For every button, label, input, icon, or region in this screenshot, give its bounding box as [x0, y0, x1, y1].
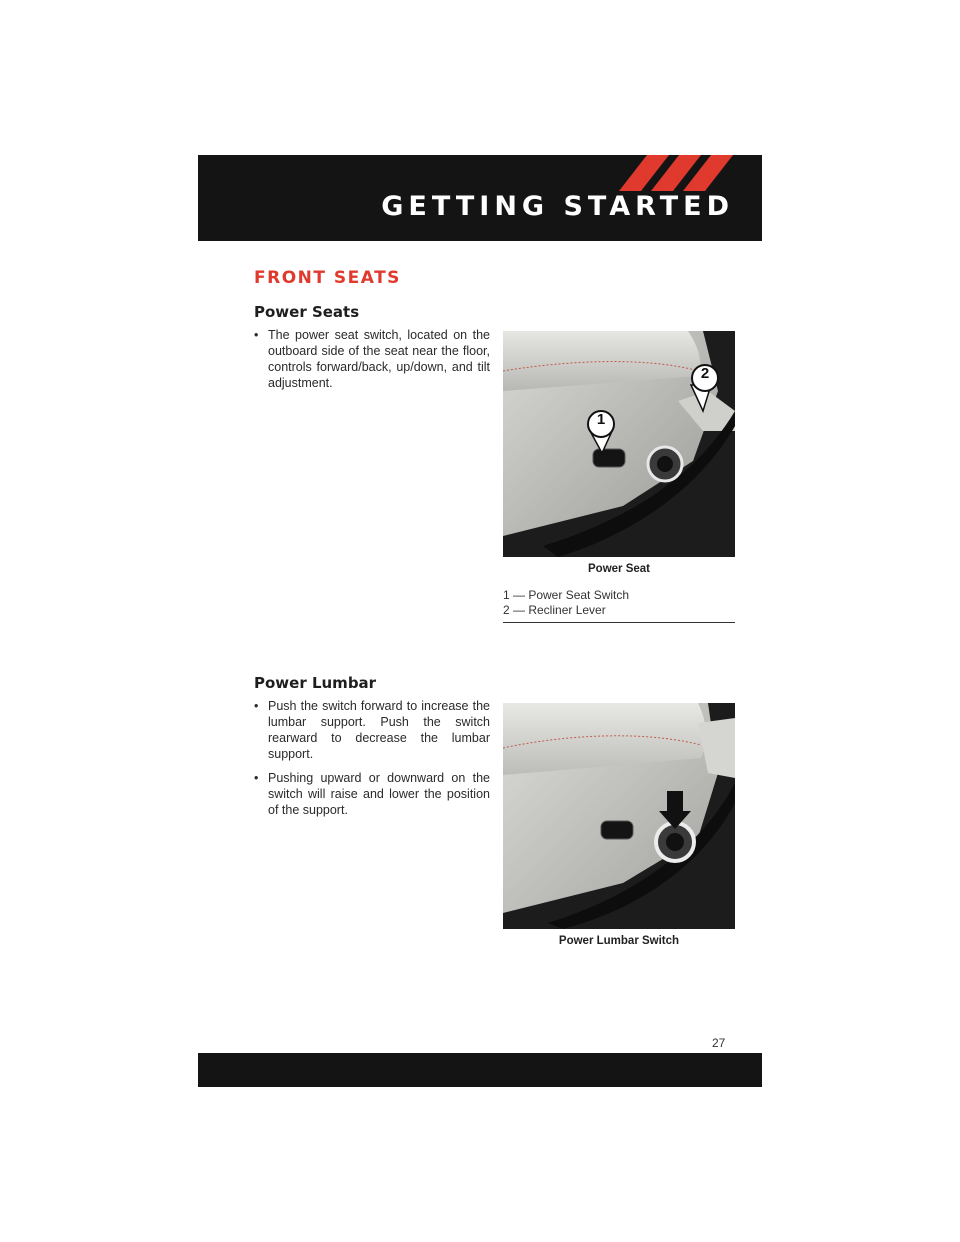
list-item: • The power seat switch, located on the outboard side of the seat near the floor, controls forward/back, up/down, and tilt adjustment.: [254, 328, 490, 390]
power-seats-heading: Power Seats: [254, 303, 360, 321]
power-lumbar-caption: Power Lumbar Switch: [558, 935, 680, 947]
legend-item: 1 — Power Seat Switch: [503, 588, 630, 602]
footer-bar: [198, 1053, 762, 1087]
legend-item: 2 — Recliner Lever: [503, 603, 606, 617]
figure-legend: [503, 588, 735, 623]
page-number: 27: [712, 1036, 726, 1050]
power-seat-caption: Power Seat: [588, 563, 650, 575]
section-title: GETTING STARTED: [381, 191, 734, 222]
page-title: FRONT SEATS: [254, 268, 401, 288]
power-lumbar-photo: [503, 703, 735, 929]
lumbar-illustration-icon: [503, 703, 735, 929]
list-item: • Push the switch forward to increase the lumbar support. Push the switch rearward to decrease the lumbar support.: [254, 699, 490, 761]
callout-1: 1: [596, 411, 606, 428]
power-seats-bullets: [254, 327, 490, 399]
header-bar: [198, 155, 762, 241]
list-item: • Pushing upward or downward on the switch will raise and lower the position of the support.: [254, 771, 490, 817]
callout-2: 2: [700, 365, 710, 382]
power-seat-photo: [503, 331, 735, 557]
power-lumbar-bullets: [254, 698, 490, 826]
power-lumbar-heading: Power Lumbar: [254, 674, 377, 692]
